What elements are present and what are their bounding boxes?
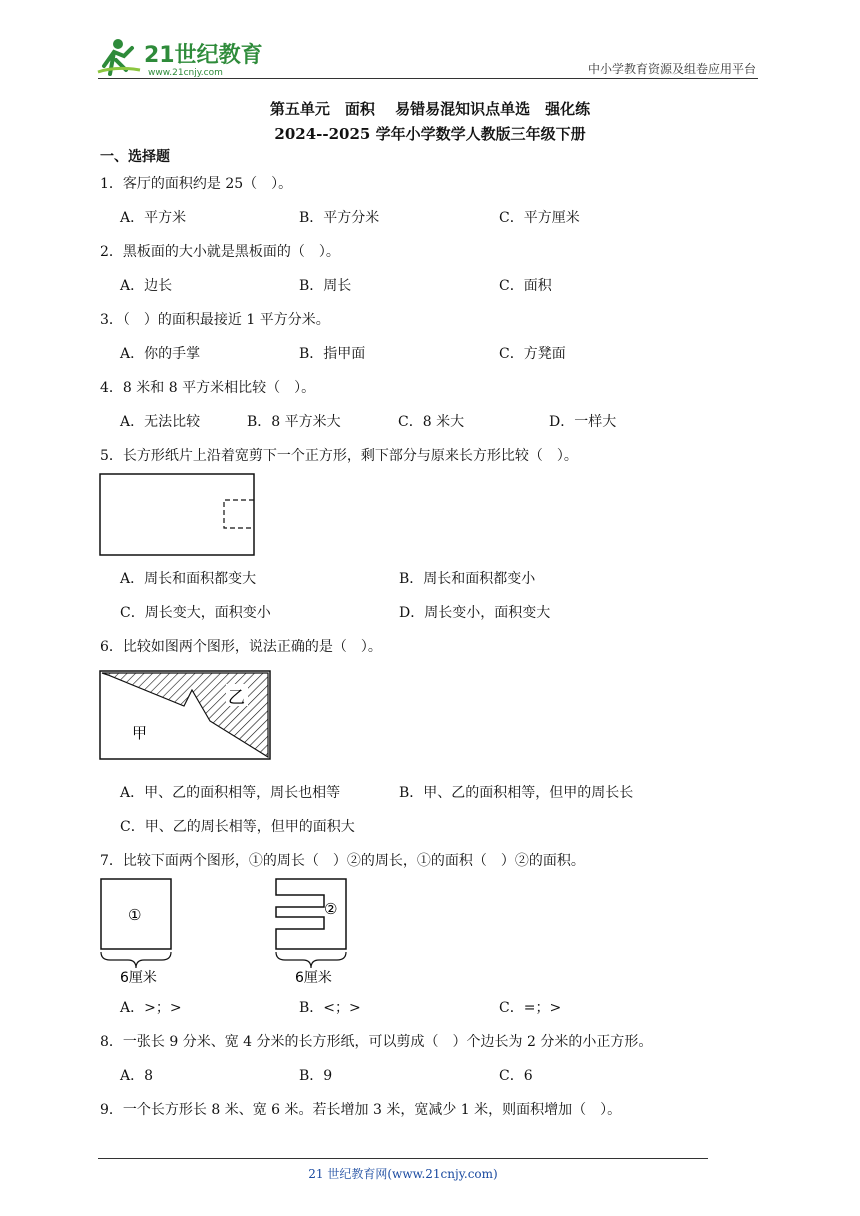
q7-brace-2: [276, 952, 346, 968]
q7-label-shape1: ①: [128, 906, 142, 924]
logo-swoosh-icon: [98, 68, 140, 72]
q7-brace-1: [101, 952, 171, 968]
q5-rectangle: [100, 474, 254, 555]
logo: [96, 36, 296, 78]
q2-option-c[interactable]: C．面积: [499, 278, 552, 294]
q6-label-yi: 乙: [228, 688, 245, 708]
footer-link[interactable]: 21 世纪教育网(www.21cnjy.com): [308, 1167, 498, 1181]
q4-option-d[interactable]: D．一样大: [549, 414, 617, 430]
q4-option-c[interactable]: C．8 米大: [398, 414, 465, 430]
page-subtitle: 2024--2025 学年小学数学人教版三年级下册: [274, 125, 586, 143]
section-heading: 一、选择题: [100, 149, 170, 165]
q5-option-a[interactable]: A．周长和面积都变大: [120, 571, 257, 587]
q4-option-b[interactable]: B．8 平方米大: [247, 414, 341, 430]
q1-option-b[interactable]: B．平方分米: [299, 210, 380, 226]
logo-graphic: [96, 36, 296, 78]
q6-label-jia: 甲: [132, 724, 148, 742]
footer-divider: [98, 1158, 708, 1159]
q1-option-c[interactable]: C．平方厘米: [499, 210, 580, 226]
q7-option-a[interactable]: A．>；>: [120, 1000, 182, 1016]
q6-figure: [98, 668, 274, 764]
q3-option-b[interactable]: B．指甲面: [299, 346, 366, 362]
q6-option-a[interactable]: A．甲、乙的面积相等，周长也相等: [120, 785, 341, 801]
question-8: 8．一张长 9 分米、宽 4 分米的长方形纸，可以剪成（ ）个边长为 2 分米的小正方形。: [100, 1034, 653, 1050]
question-6: 6．比较如图两个图形，说法正确的是（ ）。: [100, 639, 382, 655]
q5-option-d[interactable]: D．周长变小，面积变大: [399, 605, 551, 621]
question-5: 5．长方形纸片上沿着宽剪下一个正方形，剩下部分与原来长方形比较（ ）。: [100, 448, 578, 464]
q6-option-c[interactable]: C．甲、乙的周长相等，但甲的面积大: [120, 819, 355, 835]
page-title: 第五单元 面积 易错易混知识点单选 强化练: [269, 100, 591, 118]
logo-url: www.21cnjy.com: [148, 68, 223, 78]
q2-option-a[interactable]: A．边长: [120, 278, 173, 294]
q5-option-b[interactable]: B．周长和面积都变小: [399, 571, 536, 587]
logo-text: 21世纪教育: [144, 43, 263, 68]
q5-figure: [98, 472, 258, 558]
q3-option-a[interactable]: A．你的手掌: [120, 346, 201, 362]
q5-option-c[interactable]: C．周长变大，面积变小: [120, 605, 271, 621]
q7-length-2: 6厘米: [295, 970, 332, 986]
q5-cut-square: [224, 500, 254, 528]
q1-option-a[interactable]: A．平方米: [120, 210, 187, 226]
question-7: 7．比较下面两个图形，①的周长（ ）②的周长，①的面积（ ）②的面积。: [100, 853, 585, 869]
q7-figure: [98, 876, 360, 988]
question-2: 2．黑板面的大小就是黑板面的（ ）。: [100, 244, 340, 260]
question-9: 9．一个长方形长 8 米、宽 6 米。若长增加 3 米，宽减少 1 米，则面积增加（ ）。: [100, 1102, 622, 1118]
q8-option-a[interactable]: A．8: [120, 1068, 154, 1084]
question-4: 4．8 米和 8 平方米相比较（ ）。: [100, 380, 316, 396]
q7-label-shape2: ②: [324, 900, 338, 918]
q7-option-b[interactable]: B．<；>: [299, 1000, 361, 1016]
q7-length-1: 6厘米: [120, 970, 157, 986]
q2-option-b[interactable]: B．周长: [299, 278, 352, 294]
q3-option-c[interactable]: C．方凳面: [499, 346, 566, 362]
q4-option-a[interactable]: A．无法比较: [120, 414, 201, 430]
logo-runner-head: [113, 39, 123, 49]
q8-option-c[interactable]: C．6: [499, 1068, 533, 1084]
q8-option-b[interactable]: B．9: [299, 1068, 333, 1084]
header-divider: [98, 78, 758, 79]
q6-option-b[interactable]: B．甲、乙的面积相等，但甲的周长长: [399, 785, 634, 801]
question-3: 3．（ ）的面积最接近 1 平方分米。: [100, 312, 330, 328]
question-1: 1．客厅的面积约是 25（ ）。: [100, 176, 293, 192]
platform-name: 中小学教育资源及组卷应用平台: [587, 62, 756, 76]
q7-option-c[interactable]: C．=；>: [499, 1000, 562, 1016]
